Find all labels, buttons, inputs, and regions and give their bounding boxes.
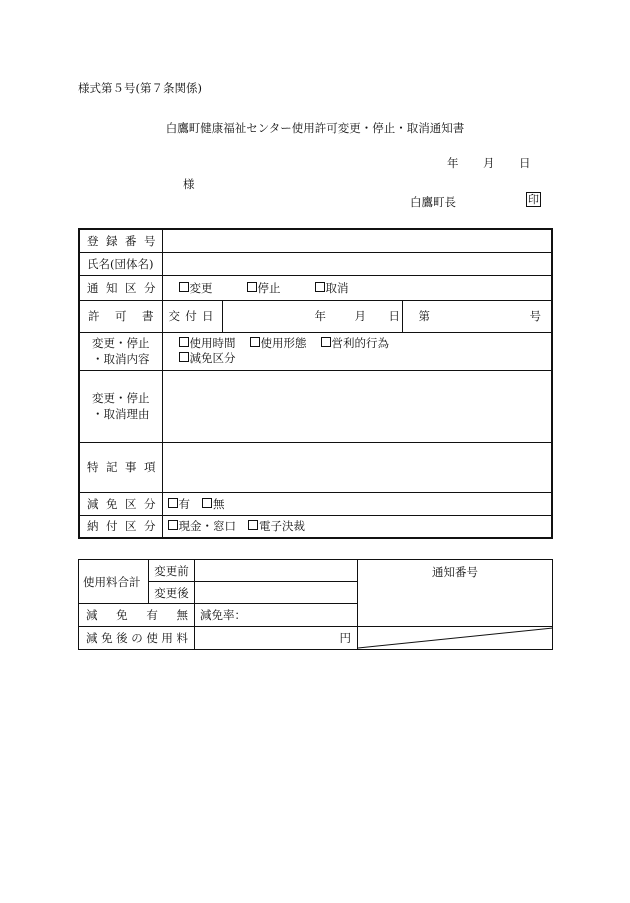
notice-type-label: 通知区分 — [79, 275, 162, 300]
after-reduction-label: 減免後の使用料 — [79, 627, 195, 650]
checkbox-icon[interactable] — [179, 337, 189, 347]
row-change-reason — [79, 370, 552, 442]
option-suspend[interactable]: 停止 — [247, 280, 281, 296]
permit-no-prefix: 第 — [418, 309, 430, 323]
before-label: 変更前 — [149, 560, 195, 582]
fee-table — [78, 559, 553, 650]
row-reduction — [79, 492, 552, 515]
checkbox-icon[interactable] — [248, 520, 258, 530]
reduction-status-label: 減免有無 — [79, 604, 195, 627]
date-month: 月 — [483, 156, 495, 170]
reduction-rate-field[interactable] — [195, 604, 358, 627]
issue-date — [447, 155, 531, 171]
row-change-content — [79, 332, 552, 370]
checkbox-icon[interactable] — [179, 352, 189, 362]
checkbox-icon[interactable] — [168, 520, 178, 530]
checkbox-icon[interactable] — [321, 337, 331, 347]
after-label: 変更後 — [149, 582, 195, 604]
row-after-reduction — [79, 627, 553, 650]
checkbox-icon[interactable] — [250, 337, 260, 347]
registration-field[interactable] — [162, 229, 552, 252]
date-year: 年 — [447, 156, 459, 170]
diagonal-line — [358, 627, 553, 649]
checkbox-icon[interactable] — [202, 498, 212, 508]
total-fee-label: 使用料合計 — [79, 560, 149, 604]
change-reason-label: 変更・停止 ・取消理由 — [79, 370, 162, 442]
option-usage-form[interactable]: 使用形態 — [250, 336, 307, 351]
option-change[interactable]: 変更 — [179, 280, 213, 296]
row-notice-type — [79, 275, 552, 300]
option-reduction-category[interactable]: 減免区分 — [179, 351, 236, 366]
option-commercial[interactable]: 営利的行為 — [321, 336, 390, 351]
row-fee-after — [79, 582, 553, 604]
after-reduction-amount-field[interactable] — [195, 627, 358, 650]
payment-label: 納付区分 — [79, 515, 162, 538]
remarks-field[interactable] — [162, 442, 552, 492]
permit-year: 年 — [314, 309, 326, 323]
notice-number-label: 通知番号 — [358, 560, 553, 582]
date-day: 日 — [519, 156, 531, 170]
row-remarks — [79, 442, 552, 492]
checkbox-icon[interactable] — [315, 282, 325, 292]
change-content-label: 変更・停止 ・取消内容 — [79, 332, 162, 370]
option-electronic[interactable]: 電子決裁 — [248, 518, 305, 534]
checkbox-icon[interactable] — [168, 498, 178, 508]
notice-type-options — [162, 275, 552, 300]
permit-number-field[interactable] — [402, 300, 552, 332]
before-amount-field[interactable] — [195, 560, 358, 582]
reduction-rate-label: 減免率： — [200, 608, 246, 622]
diagonal-cell — [358, 627, 553, 650]
payment-options — [162, 515, 552, 538]
document-title: 白鷹町健康福祉センター使用許可変更・停止・取消通知書 — [165, 121, 465, 135]
after-amount-field[interactable] — [195, 582, 358, 604]
row-payment — [79, 515, 552, 538]
option-usage-time[interactable]: 使用時間 — [179, 336, 236, 351]
row-permit — [79, 300, 552, 332]
notice-number-field[interactable] — [358, 582, 553, 627]
notice-table — [78, 228, 553, 539]
name-label: 氏名(団体名) — [79, 252, 162, 275]
reduction-label: 減免区分 — [79, 492, 162, 515]
option-no[interactable]: 無 — [202, 496, 225, 512]
seal-mark: 印 — [528, 193, 539, 206]
permit-day: 日 — [388, 309, 400, 323]
checkbox-icon[interactable] — [179, 282, 189, 292]
checkbox-icon[interactable] — [247, 282, 257, 292]
yen-unit: 円 — [339, 631, 351, 645]
change-content-options — [162, 332, 552, 370]
row-name — [79, 252, 552, 275]
form-number: 様式第５号(第７条関係) — [78, 81, 202, 95]
option-yes[interactable]: 有 — [168, 496, 191, 512]
registration-label: 登録番号 — [79, 229, 162, 252]
option-cash[interactable]: 現金・窓口 — [168, 518, 237, 534]
row-fee-before — [79, 560, 553, 582]
addressee-suffix: 様 — [183, 177, 195, 191]
name-field[interactable] — [162, 252, 552, 275]
issue-date-label: 交付日 — [162, 300, 222, 332]
change-reason-field[interactable] — [162, 370, 552, 442]
option-cancel[interactable]: 取消 — [315, 280, 349, 296]
issuer-name: 白鷹町長 — [410, 195, 456, 209]
permit-no-suffix: 号 — [529, 309, 542, 323]
reduction-options — [162, 492, 552, 515]
remarks-label: 特記事項 — [79, 442, 162, 492]
permit-label: 許可書 — [79, 300, 162, 332]
row-registration — [79, 229, 552, 252]
permit-month: 月 — [354, 309, 366, 323]
permit-date-field[interactable] — [222, 300, 402, 332]
